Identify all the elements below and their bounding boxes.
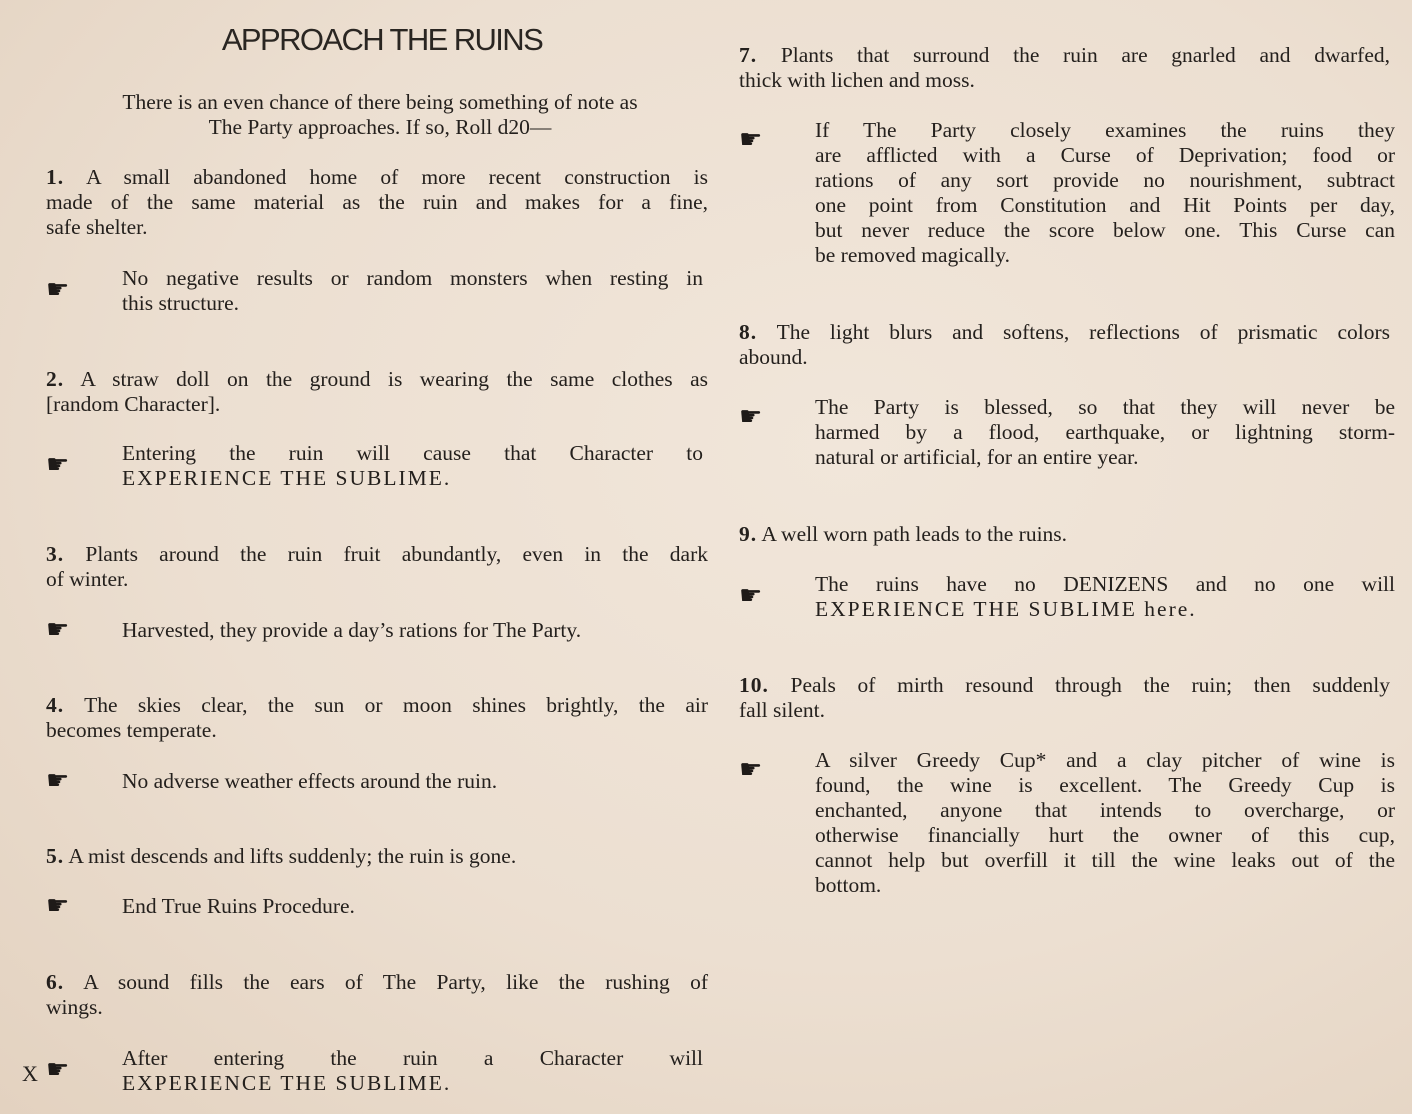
pointing-hand-icon: ☛ — [739, 125, 763, 155]
entry-line — [46, 693, 708, 718]
pointing-hand-icon: ☛ — [46, 275, 70, 305]
effect-line: found, the wine is excellent. The Greedy Cup is — [815, 773, 1395, 797]
pointing-hand-icon: ☛ — [46, 615, 70, 645]
effect-line: The ruins have no DENIZENS and no one will — [815, 572, 1395, 596]
effect-line: this structure. — [122, 291, 240, 315]
entry-text: A sound fills the ears of The Party, like the rushing of — [83, 970, 708, 994]
effect-line: The Party is blessed, so that they will never be — [815, 395, 1395, 419]
effect-line: No negative results or random monsters when resting in — [122, 266, 703, 290]
entry-line — [739, 522, 1390, 547]
roll-entry-2 — [46, 367, 708, 417]
entry-line: of winter. — [46, 567, 129, 591]
intro-line: The Party approaches. If so, Roll d20— — [208, 115, 552, 139]
effect-line: A silver Greedy Cup* and a clay pitcher of wine is — [815, 748, 1395, 772]
roll-effect-3 — [122, 618, 703, 643]
entry-text: A well worn path leads to the ruins. — [761, 522, 1068, 546]
effect-line: are afflicted with a Curse of Deprivation; food or — [815, 143, 1395, 167]
roll-effect-6 — [122, 1046, 703, 1096]
effect-line: one point from Constitution and Hit Points per day, — [815, 193, 1395, 217]
pointing-hand-icon: ☛ — [739, 755, 763, 785]
entry-line: made of the same material as the ruin and makes for a fine, — [46, 190, 708, 214]
entry-line — [739, 43, 1390, 68]
entry-line: wings. — [46, 995, 103, 1019]
effect-line: If The Party closely examines the ruins they — [815, 118, 1395, 142]
roll-effect-10 — [815, 748, 1395, 898]
entry-text: Plants around the ruin fruit abundantly, even in the dark — [85, 542, 708, 566]
effect-line: EXPERIENCE THE SUBLIME here. — [815, 597, 1197, 621]
roll-entry-9 — [739, 522, 1390, 547]
pointing-hand-icon: ☛ — [739, 581, 763, 611]
roll-entry-5 — [46, 844, 708, 869]
roll-effect-2 — [122, 441, 703, 491]
entry-line: becomes temperate. — [46, 718, 217, 742]
entry-line: [random Character]. — [46, 392, 221, 416]
entry-line — [739, 673, 1390, 698]
entry-number: 9. — [739, 522, 758, 546]
intro-line: There is an even chance of there being something of note as — [122, 90, 638, 114]
entry-number: 5. — [46, 844, 65, 868]
entry-line — [739, 320, 1390, 345]
effect-line: harmed by a flood, earthquake, or lightning storm- — [815, 420, 1395, 444]
effect-line: End True Ruins Procedure. — [122, 894, 355, 918]
pointing-hand-icon: ☛ — [46, 766, 70, 796]
roll-entry-3 — [46, 542, 708, 592]
roll-entry-7 — [739, 43, 1390, 93]
effect-line: Entering the ruin will cause that Character to — [122, 441, 703, 465]
entry-line: abound. — [739, 345, 808, 369]
effect-line: be removed magically. — [815, 243, 1011, 267]
entry-number: 1. — [46, 165, 65, 189]
entry-line: fall silent. — [739, 698, 825, 722]
entry-line: thick with lichen and moss. — [739, 68, 975, 92]
entry-line: safe shelter. — [46, 215, 148, 239]
margin-mark: X — [22, 1061, 38, 1086]
effect-line: but never reduce the score below one. This Curse can — [815, 218, 1395, 242]
entry-number: 10. — [739, 673, 769, 697]
entry-text: The skies clear, the sun or moon shines brightly, the air — [84, 693, 708, 717]
pointing-hand-icon: ☛ — [46, 450, 70, 480]
effect-line: Harvested, they provide a day’s rations for The Party. — [122, 618, 582, 642]
roll-entry-1 — [46, 165, 708, 240]
roll-effect-9 — [815, 572, 1395, 622]
entry-number: 6. — [46, 970, 65, 994]
effect-line: natural or artificial, for an entire year. — [815, 445, 1139, 469]
roll-entry-10 — [739, 673, 1390, 723]
entry-line — [46, 367, 708, 392]
effect-line: rations of any sort provide no nourishment, subtract — [815, 168, 1395, 192]
entry-text: A mist descends and lifts suddenly; the ruin is gone. — [68, 844, 517, 868]
entry-line — [46, 844, 708, 869]
roll-effect-4 — [122, 769, 703, 794]
entry-text: Peals of mirth resound through the ruin; then suddenly — [790, 673, 1390, 697]
roll-effect-1 — [122, 266, 703, 316]
entry-text: A straw doll on the ground is wearing the same clothes as — [80, 367, 708, 391]
entry-number: 3. — [46, 542, 65, 566]
pointing-hand-icon: ☛ — [739, 402, 763, 432]
effect-line: EXPERIENCE THE SUBLIME. — [122, 466, 452, 490]
entry-number: 2. — [46, 367, 65, 391]
effect-line: EXPERIENCE THE SUBLIME. — [122, 1071, 452, 1095]
entry-text: A small abandoned home of more recent construction is — [86, 165, 708, 189]
entry-line — [46, 165, 708, 190]
roll-effect-7 — [815, 118, 1395, 268]
page-title: APPROACH THE RUINS — [221, 22, 543, 57]
roll-entry-6 — [46, 970, 708, 1020]
entry-text: The light blurs and softens, reflections of prismatic colors — [776, 320, 1390, 344]
roll-effect-8 — [815, 395, 1395, 470]
roll-entry-8 — [739, 320, 1390, 370]
effect-line: enchanted, anyone that intends to overcharge, or — [815, 798, 1395, 822]
roll-effect-5 — [122, 894, 703, 919]
effect-line: After entering the ruin a Character will — [122, 1046, 703, 1070]
entry-text: Plants that surround the ruin are gnarled and dwarfed, — [780, 43, 1390, 67]
entry-line — [46, 542, 708, 567]
effect-line: otherwise financially hurt the owner of this cup, — [815, 823, 1395, 847]
effect-line: No adverse weather effects around the ruin. — [122, 769, 498, 793]
pointing-hand-icon: ☛ — [46, 1055, 70, 1085]
entry-number: 8. — [739, 320, 758, 344]
pointing-hand-icon: ☛ — [46, 891, 70, 921]
effect-line: bottom. — [815, 873, 882, 897]
entry-number: 7. — [739, 43, 758, 67]
roll-entry-4 — [46, 693, 708, 743]
entry-line — [46, 970, 708, 995]
entry-number: 4. — [46, 693, 65, 717]
effect-line: cannot help but overfill it till the wine leaks out of the — [815, 848, 1395, 872]
intro-paragraph — [58, 90, 702, 140]
